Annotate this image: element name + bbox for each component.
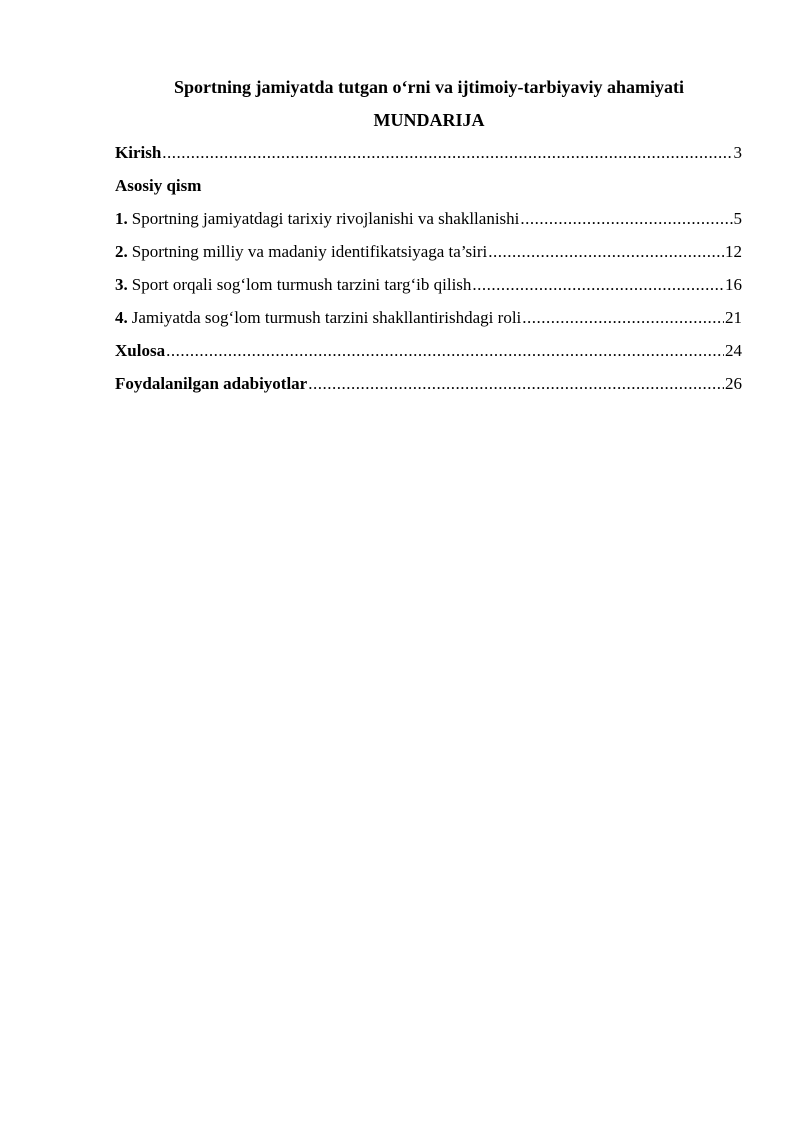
toc-page-number: 16	[725, 275, 742, 294]
dot-leader	[520, 207, 732, 231]
toc-chapter-number: 1.	[115, 209, 128, 228]
toc-page-number: 3	[733, 143, 742, 162]
toc-page-number: 5	[733, 209, 742, 228]
toc-entry-label: Kirish	[115, 143, 162, 162]
document-title: Sportning jamiyatda tutgan o‘rni va ijtimoiy-tarbiyaviy ahamiyati	[173, 77, 684, 97]
toc-entry-label: Jamiyatda sog‘lom turmush tarzini shakllantirishdagi roli	[131, 308, 522, 327]
toc-entry-chapter-2[interactable]	[115, 240, 742, 273]
toc-entry-conclusion[interactable]	[115, 339, 742, 372]
toc-entry-label: Sportning jamiyatdagi tarixiy rivojlanishi va shakllanishi	[131, 209, 520, 228]
toc-page-number: 21	[725, 308, 742, 327]
toc-entry-label: Xulosa	[115, 341, 166, 360]
dot-leader	[162, 141, 732, 165]
toc-entry-intro[interactable]	[115, 141, 742, 174]
toc-heading: MUNDARIJA	[373, 110, 485, 130]
toc-chapter-number: 2.	[115, 242, 128, 261]
dot-leader	[308, 372, 724, 396]
toc-page-number: 12	[725, 242, 742, 261]
toc-entry-label: Sport orqali sog‘lom turmush tarzini targ‘ib qilish	[131, 275, 472, 294]
toc-entry-chapter-3[interactable]	[115, 273, 742, 306]
toc-entry-label: Foydalanilgan adabiyotlar	[115, 374, 308, 393]
toc-entry-chapter-1[interactable]	[115, 207, 742, 240]
dot-leader	[472, 273, 724, 297]
toc-entry-label: Sportning milliy va madaniy identifikatsiyaga ta’siri	[131, 242, 488, 261]
toc-chapter-number: 3.	[115, 275, 128, 294]
toc-entry-references[interactable]	[115, 372, 742, 405]
dot-leader	[166, 339, 724, 363]
dot-leader	[522, 306, 724, 330]
toc-page-number: 24	[725, 341, 742, 360]
dot-leader	[488, 240, 724, 264]
table-of-contents	[115, 141, 742, 405]
toc-page-number: 26	[725, 374, 742, 393]
toc-entry-chapter-4[interactable]	[115, 306, 742, 339]
toc-chapter-number: 4.	[115, 308, 128, 327]
toc-section-heading: Asosiy qism	[115, 176, 202, 195]
